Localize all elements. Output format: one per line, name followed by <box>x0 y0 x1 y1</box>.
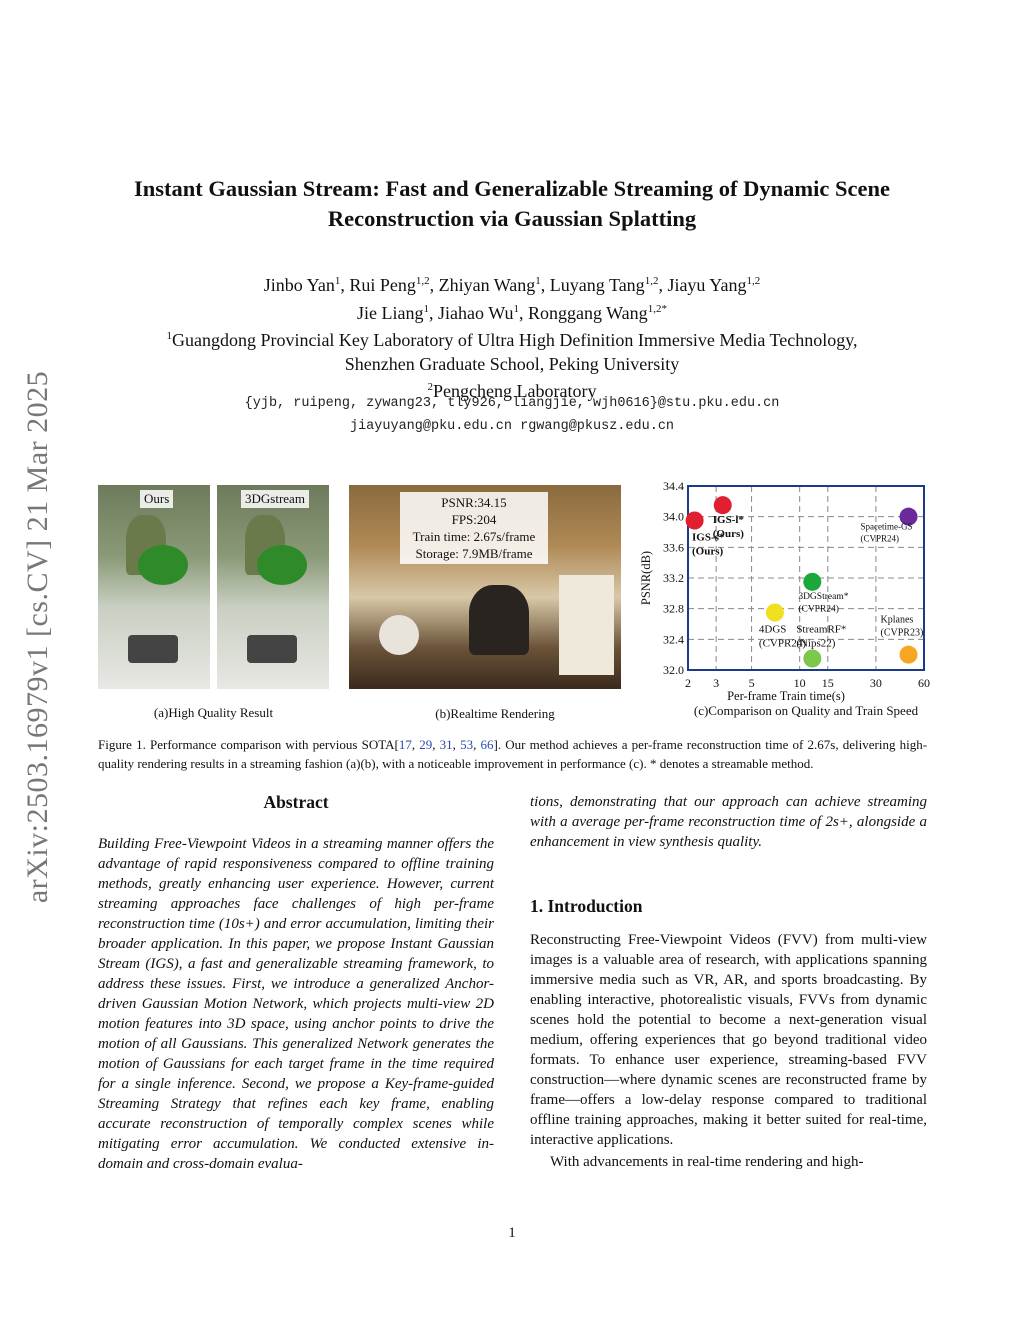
email-line-2: jiayuyang@pku.edu.cn rgwang@pkusz.edu.cn <box>349 419 675 434</box>
x-tick-label: 60 <box>918 676 930 690</box>
x-tick-label: 30 <box>869 676 882 690</box>
caption-prefix: Figure 1. Performance comparison with pervious SOTA[ <box>98 737 399 752</box>
point-sublabel: (Ours) <box>692 545 724 558</box>
data-point <box>714 496 732 514</box>
figure-caption: Figure 1. Performance comparison with pervious SOTA[17, 29, 31, 53, 66]. Our method achieves a per-frame reconstruction time of 2.67s, delivering high-quality rendering results in a streaming fashion (a)(b), with a noticeable improvement in performance (c). * denotes a streamable method. <box>98 737 928 771</box>
data-point <box>766 604 784 622</box>
y-tick-label: 32.4 <box>663 632 684 647</box>
affiliation-1-text: Guangdong Provincial Key Laboratory of Ultra High Definition Immersive Media Technology, <box>171 330 858 350</box>
affiliation-1b: Shenzhen Graduate School, Peking University <box>344 353 680 374</box>
author-line-2: Jie Liang$^1$, Jiahao Wu$^1$, Ronggang Wang$^{1,2*}$ <box>357 302 667 323</box>
affiliation-2-mark: 2 <box>427 381 434 393</box>
abstract-text: Building Free-Viewpoint Videos in a streaming manner offers the advantage of rapid responsiveness compared to offline training methods, greatly enhancing user experience. However, current streaming approaches face challenges of high per-frame reconstruction time (10s+) and error accumulation, limiting their broader application. In this paper, we propose Instant Gaussian Stream (IGS), a fast and generalizable streaming framework, to address these issues. First, we introduce a generalized Anchor-driven Gaussian Motion Network, which projects multi-view 2D motion features into 3D space, using anchor points to drive the motion of all Gaussians. This generalized Network generates the motion of Gaussians for each target frame in the time required for a single inference. Second, we propose a Key-frame-guided Streaming Strategy that refines each key frame, enabling accurate reconstruction of temporally complex scenes while mitigating error accumulation. We conducted extensive in-domain and cross-domain evalua- <box>98 836 494 1172</box>
point-sublabel: (CVPR24) <box>758 637 806 650</box>
point-label: 4DGS <box>758 623 787 636</box>
author-name: Jiayu Yang <box>667 275 747 295</box>
point-sublabel: (Ours) <box>712 528 744 541</box>
y-tick-label: 33.6 <box>663 540 684 555</box>
point-label: 3DGStream* <box>798 591 849 602</box>
ref-link[interactable]: 31 <box>439 737 453 752</box>
figure-panel-a-ours <box>98 485 210 689</box>
point-sublabel: (CVPR24) <box>798 604 839 615</box>
author-block <box>90 270 934 404</box>
author-aff: 1,2* <box>647 302 667 315</box>
ref-link[interactable]: 29 <box>419 737 433 752</box>
email-line-1: {yjb, ruipeng, zywang23, tly926, liangjie, wjh0616}@stu.pku.edu.cn <box>244 396 780 411</box>
author-aff: 1 <box>423 302 430 315</box>
affiliation-1-mark: 1 <box>166 330 172 342</box>
right-column <box>530 792 927 1172</box>
comparison-chart <box>630 478 930 706</box>
left-column <box>98 792 494 1174</box>
data-point <box>803 650 821 668</box>
point-label: Kplanes <box>880 614 914 626</box>
render-stats-box <box>400 492 548 564</box>
author-name: Jiahao Wu <box>438 302 514 323</box>
y-tick-label: 32.8 <box>663 601 684 616</box>
caption-a: (a)High Quality Result <box>153 705 274 720</box>
title-line-2: Reconstruction via Gaussian Splatting <box>327 206 697 231</box>
ref-link[interactable]: 66 <box>480 737 494 752</box>
caption-suffix: ]. Our method achieves a per-frame reconstruction time of 2.67s, delivering high-quality rendering results in a streaming fashion (a)(b), with a noticeable improvement in performance (c). * denotes a streamable method. <box>98 737 928 771</box>
y-tick-label: 33.2 <box>663 571 684 585</box>
stat-psnr: PSNR:34.15 <box>441 495 507 510</box>
x-tick-label: 2 <box>685 676 691 690</box>
point-label: IGS-s* <box>692 531 725 544</box>
stat-storage: Storage: 7.9MB/frame <box>415 546 533 561</box>
caption-c: (c)Comparison on Quality and Train Speed <box>693 703 919 718</box>
author-aff: 1,2 <box>415 275 430 287</box>
author-aff: 1,2 <box>746 275 761 287</box>
data-point <box>803 573 821 591</box>
data-point <box>686 512 704 530</box>
y-tick-label: 34.4 <box>663 479 684 493</box>
point-label: Spacetime-GS <box>860 521 913 532</box>
author-line-1: Jinbo Yan$^1$, Rui Peng$^{1,2}$, Zhiyan Wang$^1$, Luyang Tang$^{1,2}$, Jiayu Yang$^{1,2}$ <box>263 275 761 295</box>
author-aff: 1 <box>513 302 519 315</box>
panel-a-3dgstream-label: 3DGstream <box>241 490 309 508</box>
stat-train-time: Train time: 2.67s/frame <box>412 529 536 544</box>
caption-b: (b)Realtime Rendering <box>435 706 555 721</box>
intro-heading: 1. Introduction <box>530 896 643 916</box>
author-name: Jinbo Yan <box>263 275 335 295</box>
x-tick-label: 15 <box>821 676 834 690</box>
affiliation-2-text: Pengcheng Laboratory <box>433 381 597 401</box>
author-aff: 1,2 <box>644 275 659 287</box>
intro-paragraph-2: With advancements in real-time rendering and high- <box>550 1154 864 1170</box>
point-sublabel: (Nips22) <box>796 637 836 650</box>
figure-panel-a-3dgstream <box>217 485 329 689</box>
author-aff: 1 <box>535 275 541 287</box>
paper-title <box>90 174 934 234</box>
point-label: IGS-l* <box>712 514 744 527</box>
author-name: Rui Peng <box>349 275 416 295</box>
author-aff: 1 <box>334 275 341 287</box>
author-name: Zhiyan Wang <box>438 275 536 295</box>
author-name: Jie Liang <box>357 302 424 323</box>
stat-fps: FPS:204 <box>451 512 497 527</box>
arxiv-stamp: arXiv:2503.16979v1 [cs.CV] 21 Mar 2025 <box>21 370 54 904</box>
x-axis-label: Per-frame Train time(s) <box>727 689 845 703</box>
y-axis-label: PSNR(dB) <box>639 550 653 606</box>
author-name: Luyang Tang <box>549 275 645 295</box>
x-tick-label: 5 <box>748 676 755 690</box>
y-tick-label: 34.0 <box>663 509 684 524</box>
email-block <box>90 392 934 438</box>
ref-link[interactable]: 53 <box>460 737 474 752</box>
point-sublabel: (CVPR23) <box>880 627 924 639</box>
affiliation-1 <box>90 325 934 353</box>
abstract-continued: tions, demonstrating that our approach can achieve streaming with a average per-frame reconstruction time of 2s+, alongside a enhancement in view synthesis quality. <box>530 794 927 850</box>
page-number: 1 <box>508 1225 516 1241</box>
point-sublabel: (CVPR24) <box>860 533 900 544</box>
intro-paragraph-1: Reconstructing Free-Viewpoint Videos (FVV) from multi-view images is a valuable area of research, with applications spanning immersive media such as VR, AR, and sports broadcasting. By enabling interactive, photorealistic visuals, FVVs from dynamic scenes hold the potential to become a next-generation visual medium, offering experiences that go beyond traditional video formats. To enhance user experience, streaming-based FVV construction—where dynamic scenes are reconstructed frame by frame—offers a low-delay response compared to traditional offline training approaches, making it better suited for real-time, interactive applications. <box>530 932 927 1148</box>
data-point <box>900 646 918 664</box>
y-tick-label: 32.0 <box>663 663 684 677</box>
author-name: Ronggang Wang <box>527 302 648 323</box>
abstract-heading: Abstract <box>263 792 329 812</box>
x-tick-label: 3 <box>713 676 720 690</box>
title-line-1: Instant Gaussian Stream: Fast and Generalizable Streaming of Dynamic Scene <box>133 176 891 201</box>
panel-a-ours-label: Ours <box>140 490 173 508</box>
point-label: StreamRF* <box>796 623 847 636</box>
ref-link[interactable]: 17 <box>398 737 412 752</box>
x-tick-label: 10 <box>793 676 806 690</box>
